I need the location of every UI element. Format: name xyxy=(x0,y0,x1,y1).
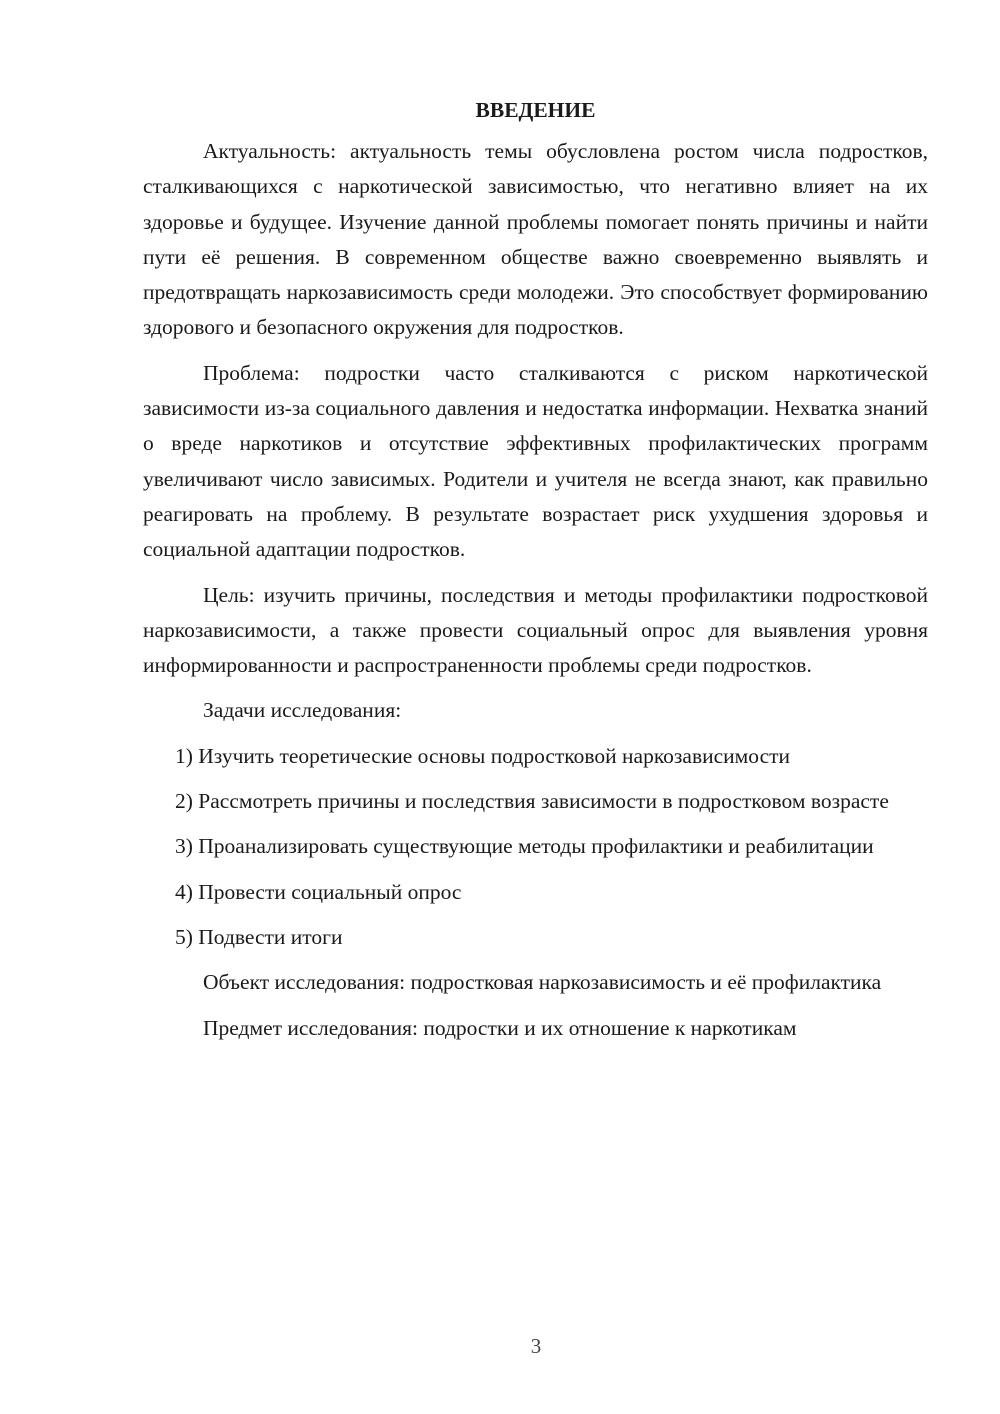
task-item: 3) Проанализировать существующие методы профилактики и реабилитации xyxy=(175,834,874,859)
problem-paragraph: Проблема: подростки часто сталкиваются с риском наркотической зависимости из-за социального давления и недостатка информации. Нехватка знаний о вреде наркотиков и отсутствие эффективных профилактических программ увеличивают число зависимых. Родители и учителя не всегда знают, как правильно реагировать на проблему. В результате возрастает риск ухудшения здоровья и социальной адаптации подростков. xyxy=(143,360,928,562)
relevance-paragraph: Актуальность: актуальность темы обусловлена ростом числа подростков, сталкивающихся с наркотической зависимостью, что негативно влияет на их здоровье и будущее. Изучение данной проблемы помогает понять причины и найти пути её решения. В современном обществе важно своевременно выявлять и предотвращать наркозависимость среди молодежи. Это способствует формированию здорового и безопасного окружения для подростков. xyxy=(143,139,928,340)
research-object-paragraph: Объект исследования: подростковая наркозависимость и её профилактика xyxy=(203,970,882,995)
task-item: 2) Рассмотреть причины и последствия зависимости в подростковом возрасте xyxy=(175,789,889,814)
research-subject-paragraph: Предмет исследования: подростки и их отношение к наркотикам xyxy=(203,1015,797,1040)
task-item: 5) Подвести итоги xyxy=(175,924,343,949)
section-title: ВВЕДЕНИЕ xyxy=(475,98,596,122)
page-number: 3 xyxy=(530,1334,542,1358)
goal-paragraph: Цель: изучить причины, последствия и методы профилактики подростковой наркозависимости, а также провести социальный опрос для выявления уровня информированности и распространенности проблемы среди подростков. xyxy=(143,582,928,678)
task-item: 4) Провести социальный опрос xyxy=(175,879,462,904)
document-page xyxy=(143,94,928,1056)
tasks-heading: Задачи исследования: xyxy=(203,698,402,723)
task-item: 1) Изучить теоретические основы подростковой наркозависимости xyxy=(175,743,791,768)
